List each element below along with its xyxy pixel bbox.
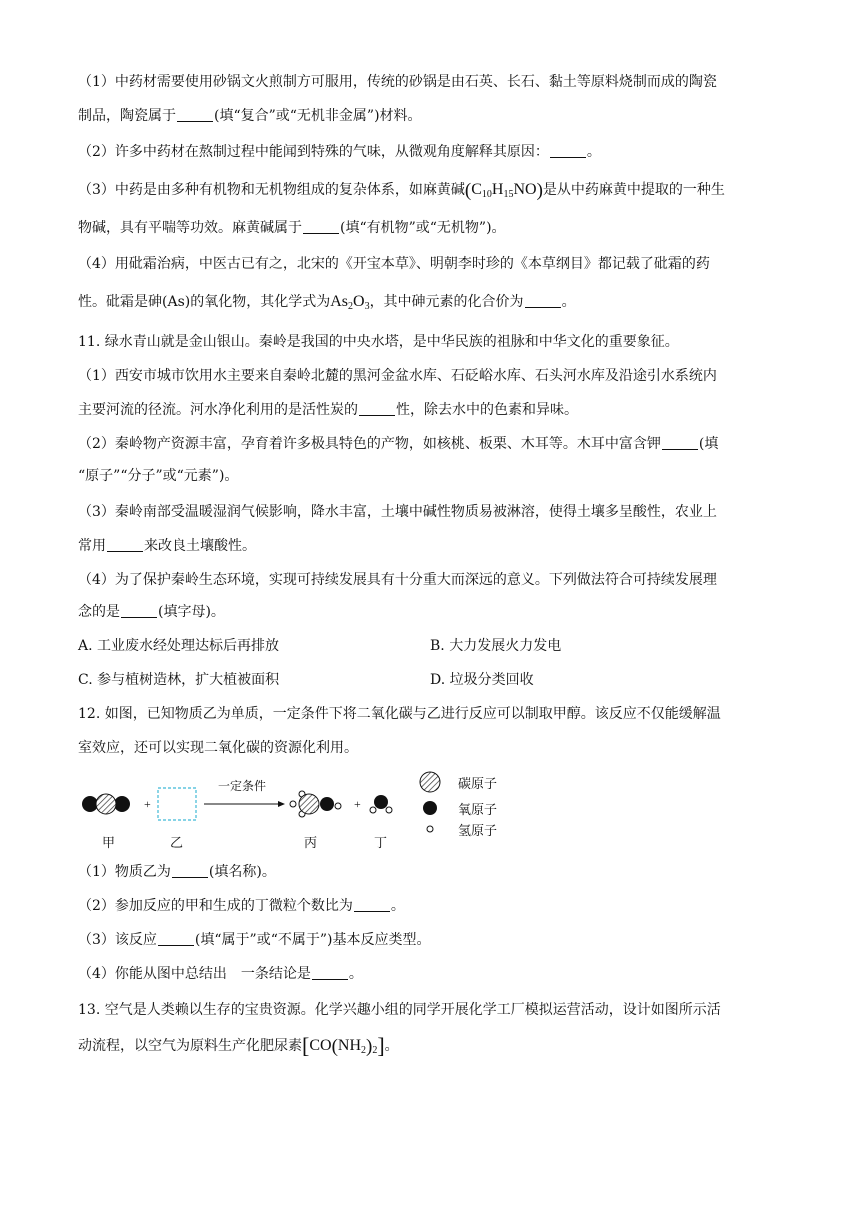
q10-part1-line2: 制品，陶瓷属于 (填“复合”或“无机非金属”)材料。	[78, 108, 422, 124]
q13-stem-line1: 13. 空气是人类赖以生存的宝贵资源。化学兴趣小组的同学开展化学工厂模拟运营活动，设计如图所示活	[78, 1002, 721, 1018]
hydrogen-atom-icon	[427, 826, 433, 832]
answer-blank[interactable]	[303, 219, 339, 234]
option-c[interactable]: C. 参与植树造林，扩大植被面积	[78, 672, 280, 688]
legend-hydrogen-label: 氢原子	[458, 824, 498, 839]
answer-blank[interactable]	[312, 965, 348, 980]
option-b[interactable]: B. 大力发展火力发电	[430, 638, 562, 654]
answer-blank[interactable]	[172, 863, 208, 878]
oxygen-atom-icon	[423, 801, 437, 815]
q12-stem-line1: 12. 如图，已知物质乙为单质，一定条件下将二氧化碳与乙进行反应可以制取甲醇。该反应不仅能缓解温	[78, 706, 721, 722]
water-molecule	[370, 795, 392, 813]
q10-part4-line2: 性。砒霜是砷(As)的氧化物，其化学式为$As_2O_3$，其中砷元素的化合价为 。	[78, 293, 576, 312]
q11-part3-line1: （3）秦岭南部受温暖湿润气候影响，降水丰富，土壤中碱性物质易被淋溶，使得土壤多呈酸性，农业上	[78, 504, 717, 520]
q11-part1-line2: 主要河流的径流。河水净化利用的是活性炭的 性，除去水中的色素和异味。	[78, 402, 578, 418]
q12-part1: （1）物质乙为 (填名称)。	[78, 864, 276, 880]
answer-blank[interactable]	[662, 435, 698, 450]
q12-part4: （4）你能从图中总结出 一条结论是 。	[78, 966, 363, 982]
answer-blank[interactable]	[107, 537, 143, 552]
answer-blank[interactable]	[525, 293, 561, 308]
reaction-arrow	[204, 801, 285, 807]
q11-part3-line2: 常用 来改良土壤酸性。	[78, 538, 256, 554]
label-ding: 丁	[374, 836, 388, 851]
label-yi: 乙	[170, 836, 184, 851]
q10-part3-line2: 物碱，具有平喘等功效。麻黄碱属于 (填“有机物”或“无机物”)。	[78, 220, 506, 236]
answer-blank[interactable]	[359, 401, 395, 416]
reaction-diagram	[78, 768, 538, 854]
option-a[interactable]: A. 工业废水经处理达标后再排放	[78, 638, 280, 654]
q11-part4-line1: （4）为了保护秦岭生态环境，实现可持续发展具有十分重大而深远的意义。下列做法符合可持续发展理	[78, 572, 717, 588]
legend-oxygen-label: 氧原子	[458, 803, 498, 818]
q10-part4-line1: （4）用砒霜治病，中医古已有之，北宋的《开宝本草》、明朝李时珍的《本草纲目》都记载了砒霜的药	[78, 256, 710, 272]
answer-blank[interactable]	[550, 143, 586, 158]
q10-part2: （2）许多中药材在熬制过程中能闻到特殊的气味，从微观角度解释其原因： 。	[78, 144, 601, 160]
q10-part3-line1: （3）中药是由多种有机物和无机物组成的复杂体系，如麻黄碱$(C_{10}H_{15}NO)$是从中药麻黄中提取的一种生	[78, 180, 725, 201]
answer-blank[interactable]	[177, 107, 213, 122]
plus-sign: +	[144, 797, 151, 811]
unknown-reactant-box	[158, 788, 196, 820]
q11-part2-line1: （2）秦岭物产资源丰富，孕育着许多极具特色的产物，如核桃、板栗、木耳等。木耳中富含钾 (填	[78, 436, 719, 452]
urea-formula: $CO(NH_2)_2$	[309, 1036, 378, 1057]
q11-part1-line1: （1）西安市城市饮用水主要来自秦岭北麓的黑河金盆水库、石砭峪水库、石头河水库及沿途引水系统内	[78, 368, 717, 384]
answer-blank[interactable]	[158, 931, 194, 946]
answer-blank[interactable]	[354, 897, 390, 912]
carbon-atom-icon	[420, 772, 440, 792]
condition-label: 一定条件	[218, 779, 267, 793]
ephedrine-formula: $C_{10}H_{15}NO$	[471, 181, 537, 200]
co2-molecule	[82, 794, 130, 814]
methanol-molecule	[290, 791, 341, 817]
label-jia: 甲	[102, 836, 116, 851]
option-d[interactable]: D. 垃圾分类回收	[430, 672, 534, 688]
q12-part2: （2）参加反应的甲和生成的丁微粒个数比为 。	[78, 898, 405, 914]
q12-part3: （3）该反应 (填“属于”或“不属于”)基本反应类型。	[78, 932, 431, 948]
q11-stem: 11. 绿水青山就是金山银山。秦岭是我国的中央水塔，是中华民族的祖脉和中华文化的重要象征。	[78, 334, 679, 350]
q10-part1-line1: （1）中药材需要使用砂锅文火煎制方可服用，传统的砂锅是由石英、长石、黏土等原料烧制而成的陶瓷	[78, 74, 717, 90]
q13-stem-line2: 动流程，以空气为原料生产化肥尿素$[CO(NH_2)_2]$。	[78, 1033, 399, 1058]
q11-part2-line2: “原子”“分子”或“元素”)。	[78, 468, 239, 484]
answer-blank[interactable]	[121, 603, 157, 618]
q11-part4-line2: 念的是 (填字母)。	[78, 604, 225, 620]
plus-sign-2: +	[354, 797, 361, 811]
arsenic-oxide-formula: $As_2O_3$	[330, 293, 370, 312]
q12-stem-line2: 室效应，还可以实现二氧化碳的资源化利用。	[78, 740, 358, 756]
legend	[420, 772, 440, 832]
legend-carbon-label: 碳原子	[458, 777, 498, 792]
label-bing: 丙	[304, 836, 318, 851]
